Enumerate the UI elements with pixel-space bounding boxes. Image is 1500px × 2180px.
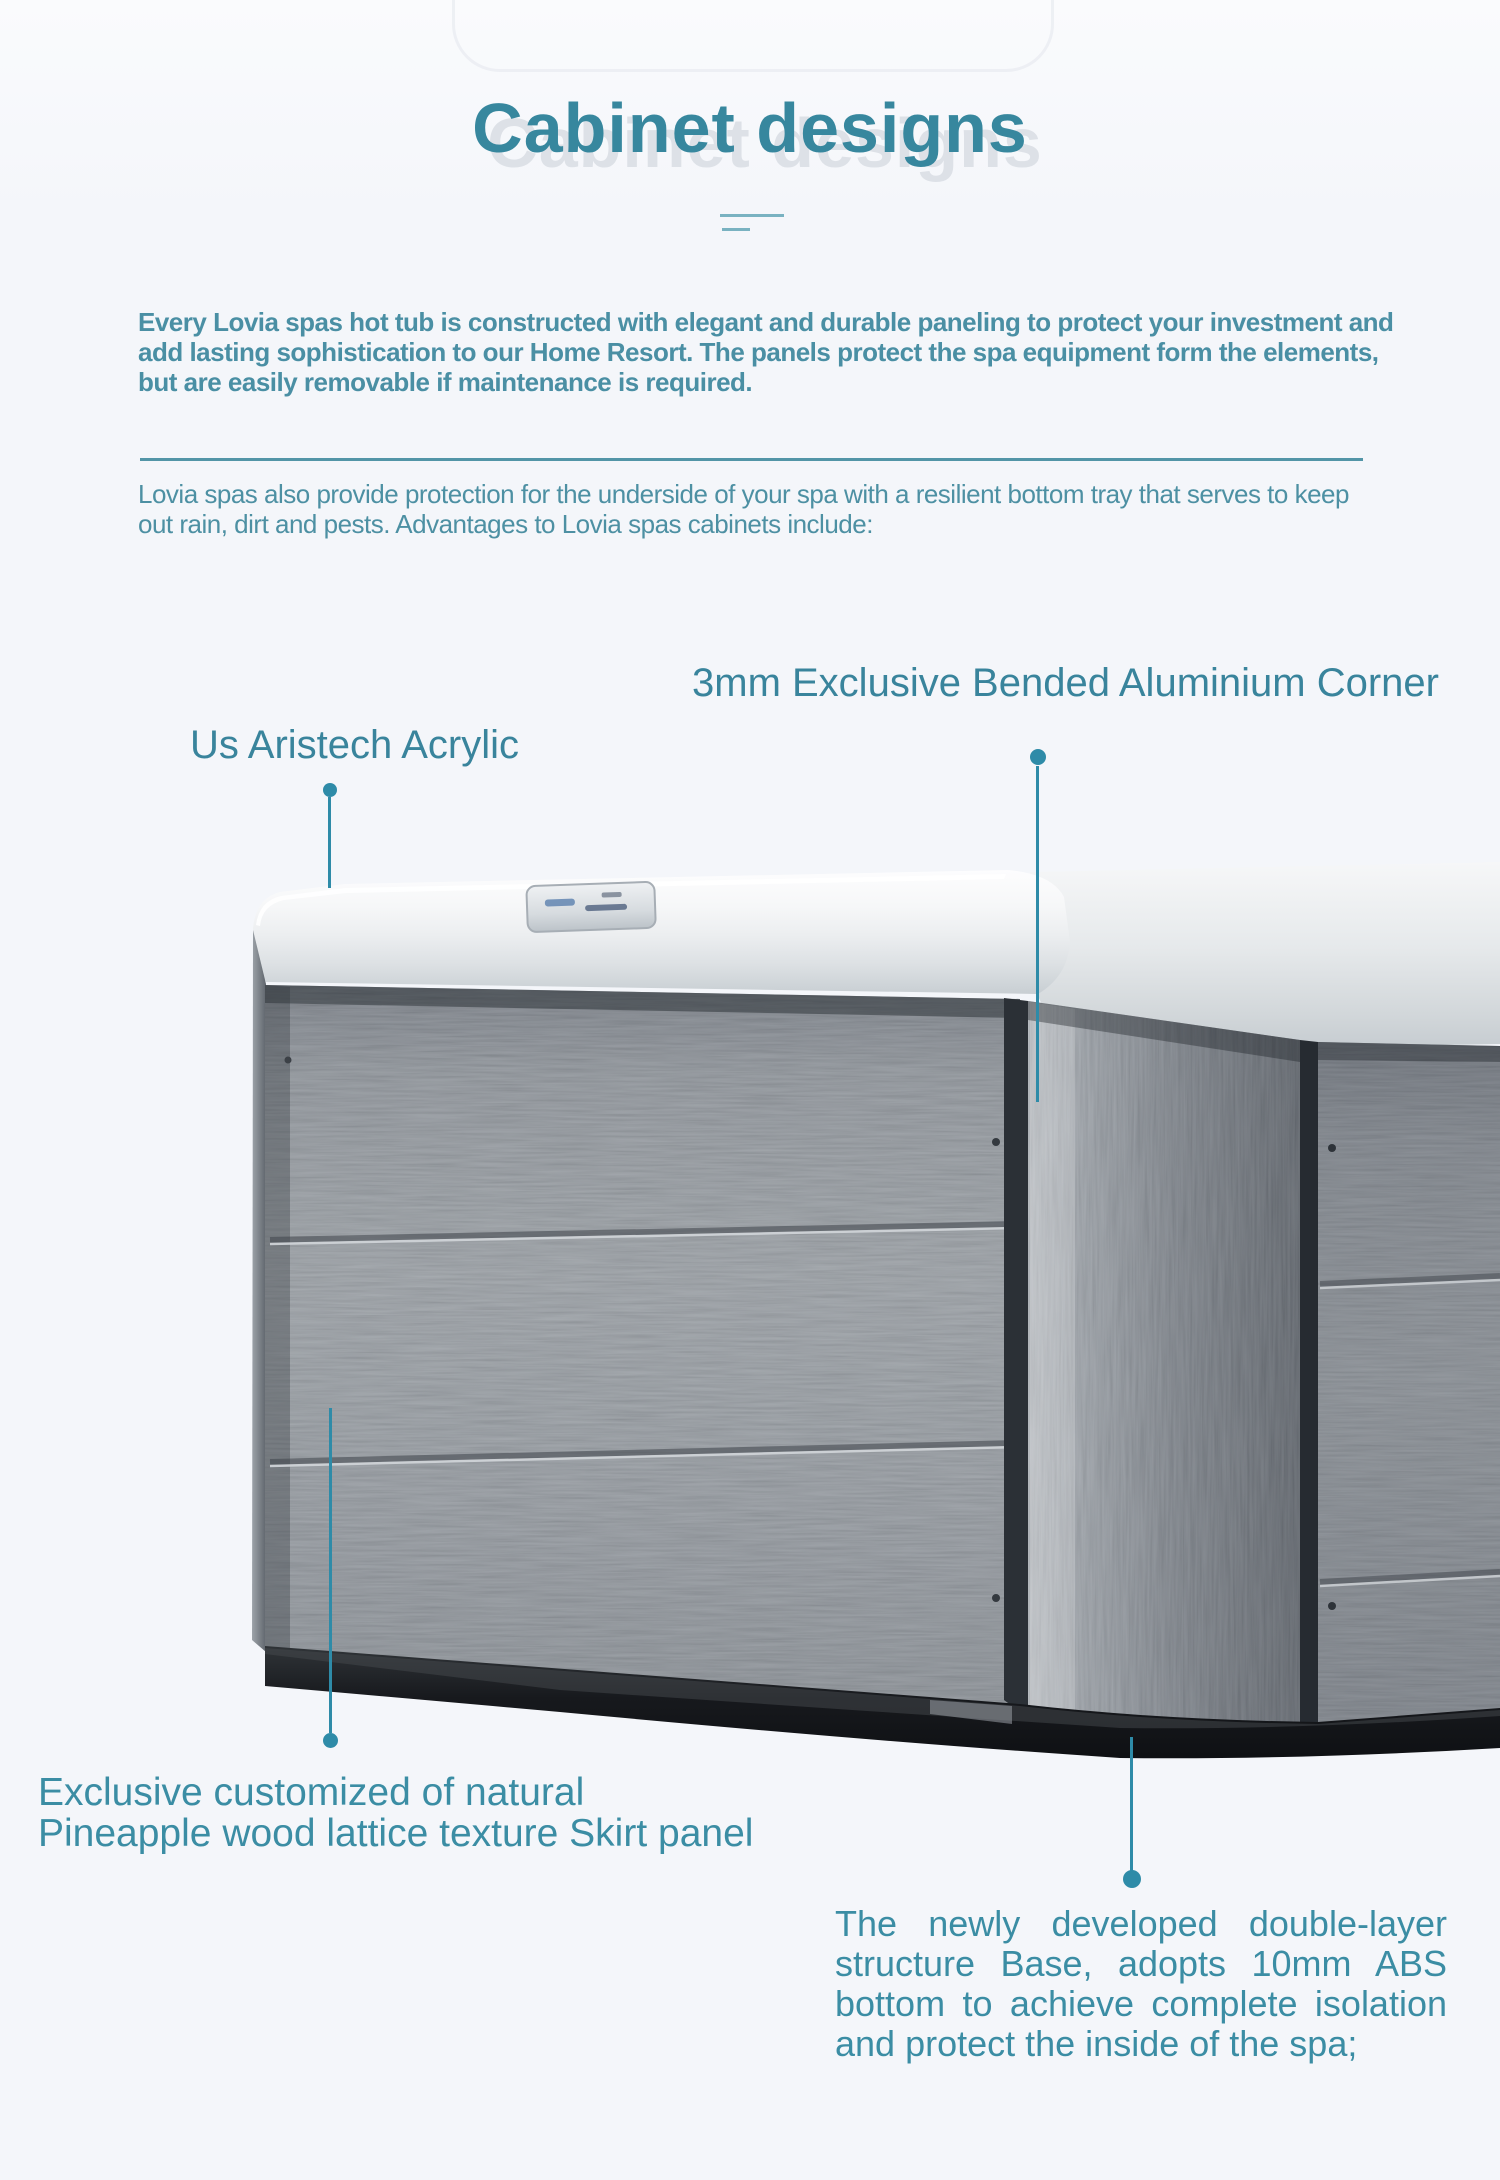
tub-rim-right: [1030, 862, 1500, 1051]
horizontal-rule: [140, 458, 1363, 461]
caption-skirt-line-1: Exclusive customized of natural: [38, 1771, 585, 1814]
caption-base-line-2: structure Base, adopts 10mm ABS: [835, 1943, 1447, 1984]
caption-skirt-line-2: Pineapple wood lattice texture Skirt panel: [38, 1812, 754, 1855]
caption-skirt-panel: [38, 1772, 753, 1854]
intro-bold-line-1: Every Lovia spas hot tub is constructed with elegant and durable paneling to protect your investment and: [138, 307, 1394, 337]
caption-base-line-3: bottom to achieve complete isolation: [835, 1983, 1447, 2024]
tub-right-panel: [1300, 1040, 1500, 1752]
screw-icon: [992, 1138, 1000, 1146]
title-divider: [720, 214, 784, 231]
tub-left-edge: [252, 930, 266, 1652]
callout-label-acrylic: Us Aristech Acrylic: [190, 723, 519, 767]
leader-dot-acrylic: [323, 783, 337, 797]
screw-icon: [992, 1594, 1000, 1602]
tub-front-panel: [265, 985, 1020, 1712]
callout-label-aluminium-corner: 3mm Exclusive Bended Aluminium Corner: [692, 661, 1439, 705]
divider-line-short: [722, 228, 750, 231]
watermark-outline: [452, 0, 1054, 72]
tub-corner-column: [1004, 998, 1300, 1750]
intro-regular-line-1: Lovia spas also provide protection for the underside of your spa with a resilient bottom tray that serves to keep: [138, 479, 1349, 509]
screw-icon: [1328, 1602, 1336, 1610]
leader-dot-base: [1123, 1870, 1141, 1888]
leader-dot-skirt: [323, 1733, 338, 1748]
leader-line-skirt: [329, 1408, 332, 1733]
tub-base-tray: [265, 1646, 1500, 1758]
tub-rim-front: [253, 870, 1070, 994]
caption-base-line-1: The newly developed double-layer: [835, 1903, 1447, 1944]
intro-bold-line-2: add lasting sophistication to our Home Resort. The panels protect the spa equipment form the elements,: [138, 337, 1379, 367]
intro-paragraph-bold: [138, 307, 1393, 397]
intro-paragraph-regular: [138, 479, 1349, 539]
cover-latch: [526, 882, 656, 932]
page-title: Cabinet designs: [472, 89, 1028, 167]
caption-base-structure: [835, 1904, 1447, 2064]
caption-base-line-4: and protect the inside of the spa;: [835, 2023, 1358, 2064]
intro-bold-line-3: but are easily removable if maintenance is required.: [138, 367, 753, 397]
divider-line-long: [720, 214, 784, 217]
intro-regular-line-2: out rain, dirt and pests. Advantages to Lovia spas cabinets include:: [138, 509, 873, 539]
leader-dot-corner: [1030, 749, 1046, 765]
leader-line-acrylic: [328, 797, 331, 888]
screw-icon: [285, 1057, 292, 1064]
leader-line-corner: [1036, 766, 1039, 1102]
leader-line-base: [1130, 1737, 1133, 1872]
screw-icon: [1328, 1144, 1336, 1152]
